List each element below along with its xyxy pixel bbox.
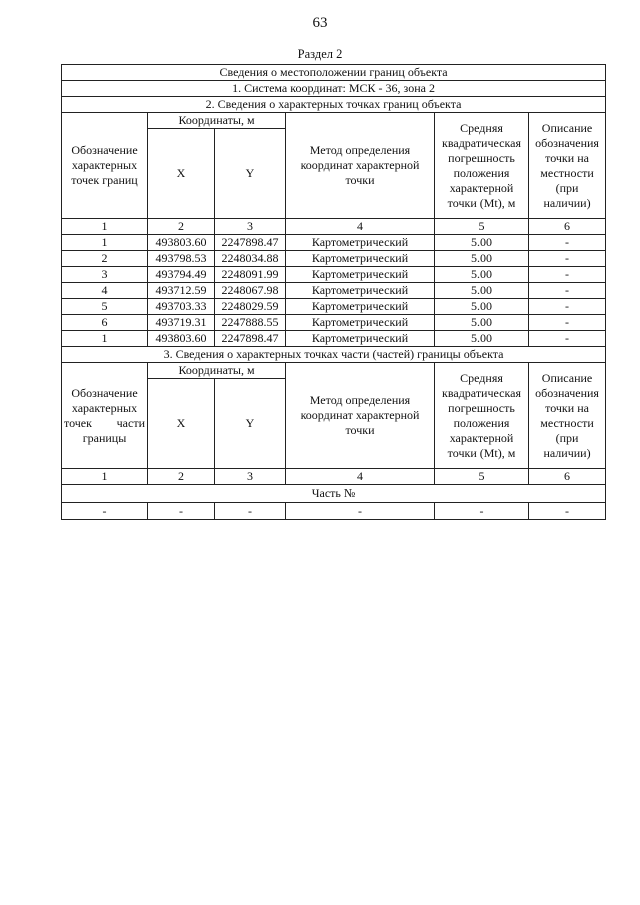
table-row	[62, 283, 606, 299]
col-number: 1	[62, 469, 148, 485]
col-part-line: Обозначение	[71, 385, 138, 400]
col-y: Y	[215, 379, 286, 469]
boundary-table	[61, 64, 606, 520]
coords-header: Координаты, м	[148, 113, 286, 129]
cell: 493803.60	[148, 331, 215, 347]
col-precision: Средняя квадратическая погрешность положения характерной точки (Mt), м	[435, 113, 529, 219]
cell: 4	[62, 283, 148, 299]
cell: Картометрический	[286, 283, 435, 299]
col-precision: Средняя квадратическая погрешность положения характерной точки (Mt), м	[435, 363, 529, 469]
col-x: X	[148, 129, 215, 219]
cell: -	[62, 503, 148, 520]
cell: 3	[62, 267, 148, 283]
col-description: Описание обозначения точки на местности (при наличии)	[529, 363, 606, 469]
col-y: Y	[215, 129, 286, 219]
cell: Картометрический	[286, 331, 435, 347]
cell: -	[148, 503, 215, 520]
cell: -	[286, 503, 435, 520]
cell: 493798.53	[148, 251, 215, 267]
cell: 5.00	[435, 251, 529, 267]
coords-header: Координаты, м	[148, 363, 286, 379]
table-row	[62, 267, 606, 283]
col-x: X	[148, 379, 215, 469]
cell: -	[529, 331, 606, 347]
cell: -	[529, 251, 606, 267]
col-method: Метод определения координат характерной точки	[286, 363, 435, 469]
col-part-point-label	[62, 363, 148, 469]
col-number: 3	[215, 219, 286, 235]
col-method: Метод определения координат характерной точки	[286, 113, 435, 219]
cell: 2248034.88	[215, 251, 286, 267]
col-point-label: Обозначение характерных точек границ	[62, 113, 148, 219]
cell: 493719.31	[148, 315, 215, 331]
cell: 1	[62, 235, 148, 251]
cell: 2247888.55	[215, 315, 286, 331]
cell: 2247898.47	[215, 331, 286, 347]
cell: 493703.33	[148, 299, 215, 315]
block1-title: 2. Сведения о характерных точках границ объекта	[62, 97, 606, 113]
cell: -	[215, 503, 286, 520]
table-row	[62, 331, 606, 347]
col-number: 1	[62, 219, 148, 235]
table-caption: Сведения о местоположении границ объекта	[62, 65, 606, 81]
cell: 493803.60	[148, 235, 215, 251]
page-number: 63	[312, 15, 328, 31]
cell: 6	[62, 315, 148, 331]
cell: 5.00	[435, 299, 529, 315]
cell: 5.00	[435, 315, 529, 331]
cell: 5.00	[435, 331, 529, 347]
table-row	[62, 235, 606, 251]
cell: 2248067.98	[215, 283, 286, 299]
cell: 5.00	[435, 235, 529, 251]
col-number: 5	[435, 219, 529, 235]
part-label: Часть №	[62, 485, 606, 503]
col-part-line: границы	[82, 430, 127, 445]
col-number: 4	[286, 469, 435, 485]
col-part-line: точек части	[64, 415, 145, 430]
col-number: 6	[529, 469, 606, 485]
table-row	[62, 251, 606, 267]
col-number: 2	[148, 469, 215, 485]
col-number: 6	[529, 219, 606, 235]
cell: Картометрический	[286, 267, 435, 283]
cell: Картометрический	[286, 235, 435, 251]
col-number: 4	[286, 219, 435, 235]
cell: -	[529, 299, 606, 315]
cell: 5.00	[435, 283, 529, 299]
cell: 1	[62, 331, 148, 347]
cell: Картометрический	[286, 315, 435, 331]
block2-title: 3. Сведения о характерных точках части (частей) границы объекта	[62, 347, 606, 363]
cell: -	[529, 503, 606, 520]
cell: 5	[62, 299, 148, 315]
cell: -	[435, 503, 529, 520]
cell: Картометрический	[286, 251, 435, 267]
cell: 5.00	[435, 267, 529, 283]
cell: 2248091.99	[215, 267, 286, 283]
cell: 493794.49	[148, 267, 215, 283]
col-part-line: характерных	[71, 400, 138, 415]
coord-system: 1. Система координат: МСК - 36, зона 2	[62, 81, 606, 97]
cell: 2248029.59	[215, 299, 286, 315]
cell: 2247898.47	[215, 235, 286, 251]
cell: -	[529, 315, 606, 331]
cell: -	[529, 283, 606, 299]
cell: -	[529, 235, 606, 251]
cell: -	[529, 267, 606, 283]
col-number: 3	[215, 469, 286, 485]
cell: 493712.59	[148, 283, 215, 299]
cell: Картометрический	[286, 299, 435, 315]
table-row	[62, 503, 606, 520]
table-row	[62, 299, 606, 315]
col-description: Описание обозначения точки на местности (при наличии)	[529, 113, 606, 219]
table-row	[62, 315, 606, 331]
section-title: Раздел 2	[297, 47, 343, 61]
cell: 2	[62, 251, 148, 267]
col-number: 2	[148, 219, 215, 235]
col-number: 5	[435, 469, 529, 485]
